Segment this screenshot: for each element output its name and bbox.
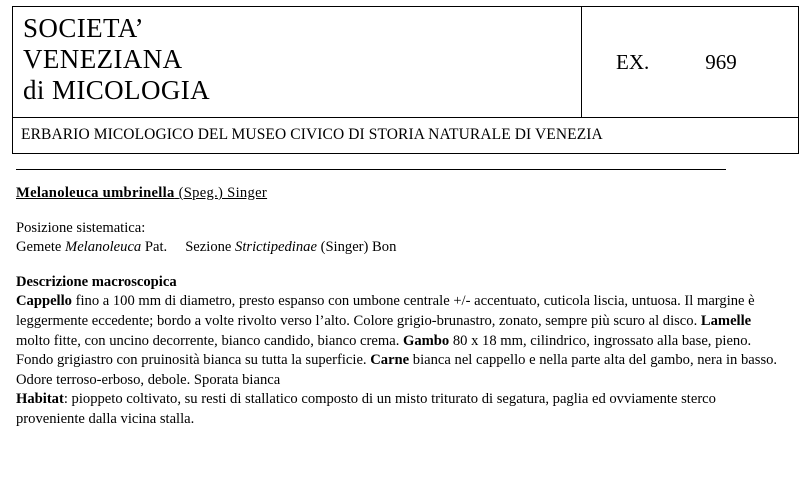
macroscopic-block: [16, 273, 788, 391]
organization-cell: [13, 7, 582, 118]
species-name: Melanoleuca umbrinella: [16, 185, 175, 201]
habitat-block: [16, 390, 788, 429]
org-line-3: di MICOLOGIA: [23, 75, 211, 105]
record-body: [12, 184, 788, 430]
exsiccata-number: 969: [705, 49, 737, 74]
macroscopic-heading: Descrizione macroscopica: [16, 273, 177, 290]
part-text-gambo: 80 x 18 mm, cilindrico, ingrossato alla base, pieno. Fondo grigiastro con pruinosità bianca su tutta la superficie.: [16, 332, 752, 369]
exsiccata-label: EX.: [616, 49, 650, 74]
part-text-carne: bianca nel cappello e nella parte alta del gambo, nera in basso. Odore terroso-erboso, debole. Sporata bianca: [16, 352, 778, 388]
part-label-carne: Carne: [370, 352, 410, 369]
section-label: Sezione: [185, 239, 232, 256]
section-author: (Singer) Bon: [320, 239, 397, 256]
systematics-heading: Posizione sistematica:: [16, 219, 146, 236]
habitat-text: : pioppeto coltivato, su resti di stallatico composto di un misto triturato di segatura, paglia ed ovviamente sterco proveniente dalla vicina stalla.: [16, 391, 716, 427]
part-label-gambo: Gambo: [403, 332, 450, 349]
header-table: [12, 6, 799, 154]
org-line-2: VENEZIANA: [23, 44, 183, 74]
org-line-1: SOCIETA’: [23, 13, 145, 43]
section-name: Strictipedinae: [235, 239, 317, 256]
species-heading: [16, 184, 788, 204]
part-label-cappello: Cappello: [16, 293, 72, 310]
systematics-line: [16, 238, 788, 258]
herbarium-subtitle: ERBARIO MICOLOGICO DEL MUSEO CIVICO DI STORIA NATURALE DI VENEZIA: [21, 126, 603, 143]
exsiccata-cell: [582, 7, 799, 118]
genus-label: Gemete: [16, 239, 62, 256]
genus-name: Melanoleuca: [65, 239, 142, 256]
species-author: (Speg.) Singer: [178, 185, 268, 201]
part-label-lamelle: Lamelle: [700, 312, 752, 329]
part-text-cappello: fino a 100 mm di diametro, presto espanso con umbone centrale +/- accentuato, cuticola liscia, untuosa. Il margine è leggermente eccedente; bordo a volte rivolto verso l’alto. Colore grigio-brunastro, zonato, sempre più scuro al disco.: [16, 293, 755, 329]
part-text-lamelle: molto fitte, con uncino decorrente, bianco candido, bianco crema.: [16, 332, 403, 349]
systematics-block: [16, 219, 788, 258]
header-top-row: [13, 7, 799, 118]
habitat-label: Habitat: [16, 391, 64, 408]
subtitle-cell: [13, 118, 799, 154]
genus-author: Pat.: [144, 239, 168, 256]
macroscopic-description: [16, 292, 788, 390]
horizontal-divider: [16, 169, 726, 170]
header-subtitle-row: [13, 118, 799, 154]
